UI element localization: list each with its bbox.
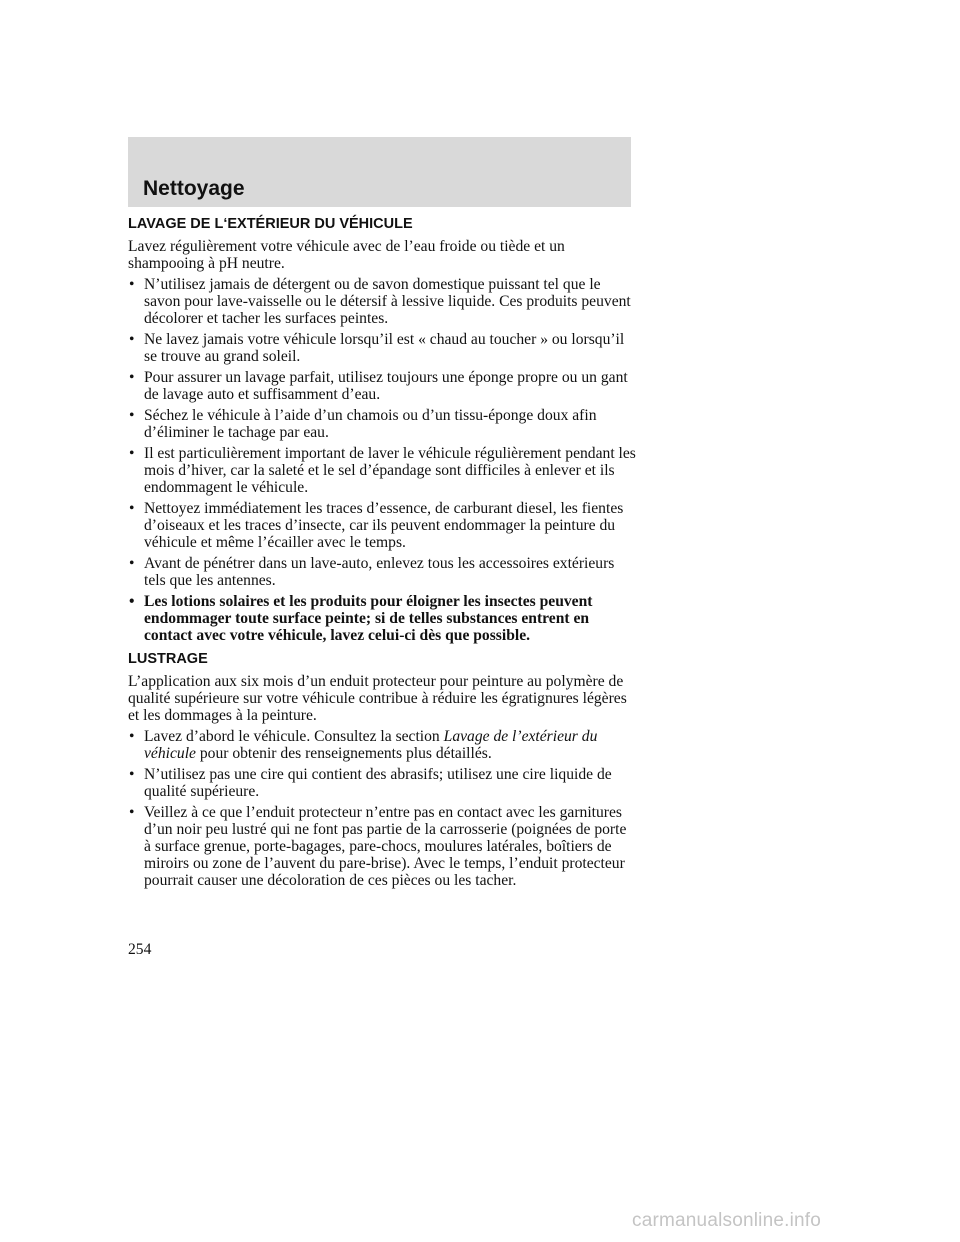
warning-text: Les lotions solaires et les produits pour éloigner les insectes peuvent endommager toute surface peinte; si de telles substances entrent en contact avec votre véhicule, lavez celui-ci dès que possible.: [144, 593, 593, 644]
list-item-text: N’utilisez pas une cire qui contient des abrasifs; utilisez une cire liquide de qualité supérieure.: [144, 766, 612, 800]
list-item: [128, 369, 636, 403]
list-item-text: Avant de pénétrer dans un lave-auto, enlevez tous les accessoires extérieurs tels que les antennes.: [144, 555, 615, 589]
list-item: [128, 766, 636, 800]
ref-text-after: pour obtenir des renseignements plus détaillés.: [195, 745, 492, 762]
intro-polishing: L’application aux six mois d’un enduit protecteur pour peinture au polymère de qualité supérieure sur votre véhicule contribue à réduire les égratignures légères et les dommages à la peinture.: [128, 673, 627, 724]
bullet-glyph: •: [129, 593, 135, 610]
list-item-text: Séchez le véhicule à l’aide d’un chamois ou d’un tissu-éponge doux afin d’éliminer le tachage par eau.: [144, 407, 597, 441]
bullet-glyph: •: [129, 445, 135, 462]
wash-bullet-list: [128, 276, 636, 644]
list-item-warning: [128, 593, 636, 644]
page-number: 254: [128, 941, 152, 958]
section-title: Nettoyage: [143, 177, 245, 200]
ref-text-before: Lavez d’abord le véhicule. Consultez la section: [144, 728, 444, 745]
intro-exterior-wash: Lavez régulièrement votre véhicule avec de l’eau froide ou tiède et un shampooing à pH neutre.: [128, 238, 565, 272]
bullet-glyph: •: [129, 766, 135, 783]
polish-bullet-list: [128, 728, 636, 889]
watermark: carmanualsonline.info: [632, 1210, 822, 1231]
list-item-text: N’utilisez jamais de détergent ou de savon domestique puissant tel que le savon pour lave-vaisselle ou le détersif à lessive liquide. Ces produits peuvent décolorer et tacher les surfaces peintes.: [144, 276, 631, 327]
list-item-text: Il est particulièrement important de laver le véhicule régulièrement pendant les mois d’hiver, car la saleté et le sel d’épandage sont difficiles à enlever et ils endommagent le véhicule.: [144, 445, 636, 496]
section-reference-link: Lavage de l’extérieur du véhicule: [144, 728, 598, 762]
list-item: [128, 331, 636, 365]
bullet-glyph: •: [129, 407, 135, 424]
bullet-glyph: •: [129, 500, 135, 517]
bullet-glyph: •: [129, 804, 135, 821]
heading-exterior-wash: LAVAGE DE L‘EXTÉRIEUR DU VÉHICULE: [128, 216, 413, 232]
list-item: [128, 804, 636, 889]
list-item: [128, 728, 636, 762]
bullet-glyph: •: [129, 331, 135, 348]
list-item-text: Veillez à ce que l’enduit protecteur n’entre pas en contact avec les garnitures d’un noir peu lustré qui ne font pas partie de la carrosserie (poignées de porte à surface grenue, porte-bagages, pare-chocs, moulures latérales, boîtiers de miroirs ou zone de l’auvent du pare-brise). Avec le temps, l’enduit protecteur pourrait causer une décoloration de ces pièces ou les tacher.: [144, 804, 627, 889]
list-item: [128, 407, 636, 441]
bullet-glyph: •: [129, 555, 135, 572]
bullet-glyph: •: [129, 369, 135, 386]
bullet-glyph: •: [129, 728, 135, 745]
list-item-text: Pour assurer un lavage parfait, utilisez toujours une éponge propre ou un gant de lavage auto et suffisamment d’eau.: [144, 369, 628, 403]
section-header-band: [128, 137, 631, 207]
list-item: [128, 555, 636, 589]
list-item: [128, 500, 636, 551]
list-item-text: Ne lavez jamais votre véhicule lorsqu’il est « chaud au toucher » ou lorsqu’il se trouve au grand soleil.: [144, 331, 625, 365]
page-content: [128, 216, 636, 893]
bullet-glyph: •: [129, 276, 135, 293]
list-item: [128, 276, 636, 327]
list-item-text: Nettoyez immédiatement les traces d’essence, de carburant diesel, les fientes d’oiseaux et les traces d’insecte, car ils peuvent endommager la peinture du véhicule et même l’écailler avec le temps.: [144, 500, 624, 551]
heading-polishing: LUSTRAGE: [128, 651, 208, 667]
list-item: [128, 445, 636, 496]
